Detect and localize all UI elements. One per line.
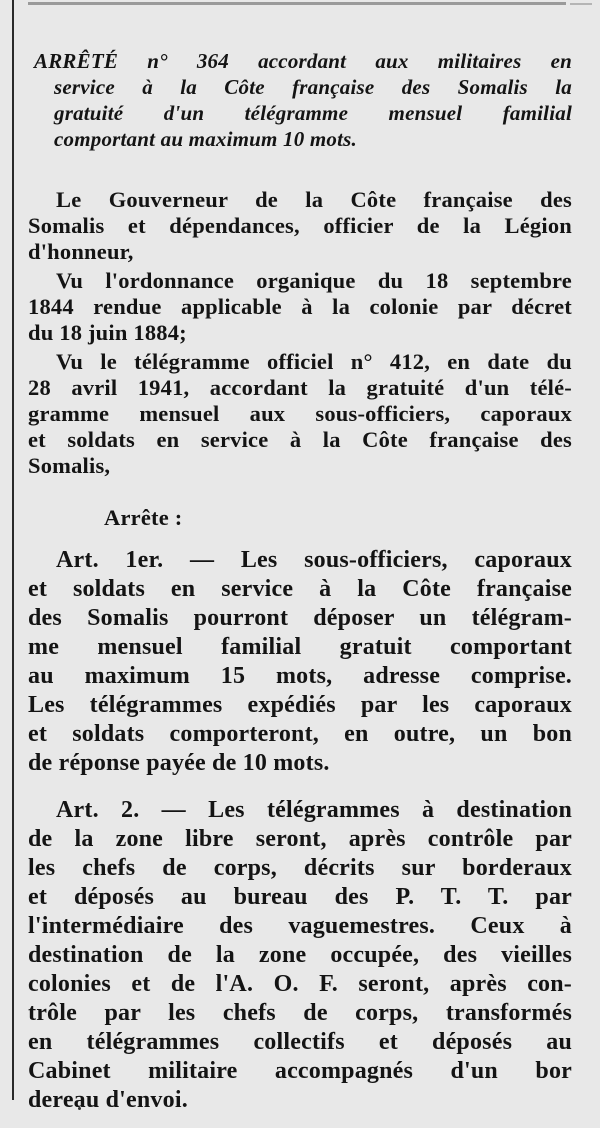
text-line: Cabinet militaire accompagnés d'un bor [28,1058,572,1084]
text-line: de la zone libre seront, après contrôle par [28,826,572,852]
text-line: l'intermédiaire des vaguemestres. Ceux à [28,913,572,939]
text-line: au maximum 15 mots, adresse comprise. [28,663,572,689]
text-line: me mensuel familial gratuit comportant [28,634,572,660]
text-line: et déposés au bureau des P. T. T. par [28,884,572,910]
text-line: et soldats en service à la Côte française des [28,427,572,452]
text-line: Somalis et dépendances, officier de la Légion [28,213,572,238]
text-line: Vu le télégramme officiel n° 412, en date du [56,349,572,374]
text-line: colonies et de l'A. O. F. seront, après con- [28,971,572,997]
text-line: destination de la zone occupée, des vieilles [28,942,572,968]
title-line: ARRÊTÉ n° 364 accordant aux militaires en [34,49,572,73]
text-line: Les télégrammes expédiés par les caporaux [28,692,572,718]
text-line: et soldats comporteront, en outre, un bon [28,721,572,747]
text-line: du 18 juin 1884; [28,320,187,345]
text-line: des Somalis pourront déposer un télégram- [28,605,572,631]
text-line: Vu l'ordonnance organique du 18 septembre [56,268,572,293]
title-line: comportant au maximum 10 mots. [54,127,357,151]
top-rule-tick [570,3,592,5]
text-line: Art. 1er. — Les sous-officiers, caporaux [56,547,572,573]
title-line: service à la Côte française des Somalis la [54,75,572,99]
text-line: en télégrammes collectifs et déposés au [28,1029,572,1055]
title-line: gratuité d'un télégramme mensuel familial [54,101,572,125]
text-line: 28 avril 1941, accordant la gratuité d'un télé- [28,375,572,400]
top-rule-divider [28,2,566,5]
text-line: dereau d'envoi. [28,1087,188,1113]
text-line: Art. 2. — Les télégrammes à destination [56,797,572,823]
text-line: et soldats en service à la Côte française [28,576,572,602]
text-line: 1844 rendue applicable à la colonie par décret [28,294,572,319]
text-line: Somalis, [28,453,111,478]
text-line: gramme mensuel aux sous-officiers, caporaux [28,401,572,426]
heading-text: Arrête : [104,505,183,530]
text-line: d'honneur, [28,239,134,264]
text-line: de réponse payée de 10 mots. [28,750,330,776]
text-line: trôle par les chefs de corps, transformés [28,1000,572,1026]
column-left-rule [12,0,14,1100]
text-line: les chefs de corps, décrits sur borderaux [28,855,572,881]
text-line: Le Gouverneur de la Côte française des [56,187,572,212]
